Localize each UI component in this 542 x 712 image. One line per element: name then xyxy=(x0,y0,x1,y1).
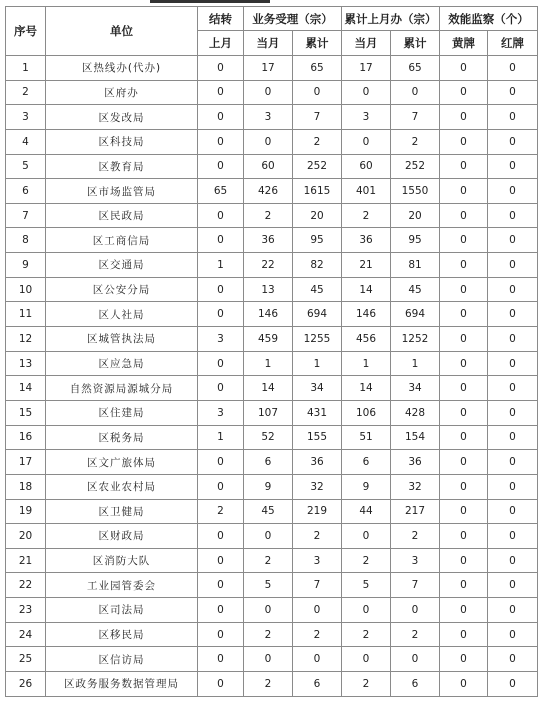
cell-unit: 区科技局 xyxy=(46,129,198,154)
table-row xyxy=(6,474,538,499)
cell-yellow-card: 0 xyxy=(440,277,488,302)
cell-red-card: 0 xyxy=(488,400,538,425)
cell-this-month-2: 6 xyxy=(342,450,391,475)
cell-yellow-card: 0 xyxy=(440,499,488,524)
table-row xyxy=(6,672,538,697)
cell-cumulative-2: 81 xyxy=(391,253,440,278)
cell-this-month-2: 44 xyxy=(342,499,391,524)
cell-yellow-card: 0 xyxy=(440,203,488,228)
cell-carryover: 65 xyxy=(198,179,244,204)
cell-this-month: 5 xyxy=(244,573,293,598)
cell-cumulative: 6 xyxy=(293,672,342,697)
cell-this-month-2: 9 xyxy=(342,474,391,499)
cell-carryover: 3 xyxy=(198,327,244,352)
cell-seq: 8 xyxy=(6,228,46,253)
cell-seq: 14 xyxy=(6,376,46,401)
cell-unit: 区热线办(代办) xyxy=(46,56,198,81)
cell-cumulative: 36 xyxy=(293,450,342,475)
cell-red-card: 0 xyxy=(488,129,538,154)
cell-this-month-2: 1 xyxy=(342,351,391,376)
cell-this-month-2: 2 xyxy=(342,203,391,228)
cell-seq: 6 xyxy=(6,179,46,204)
cell-cumulative: 219 xyxy=(293,499,342,524)
cell-cumulative: 32 xyxy=(293,474,342,499)
subheader-red-card: 红牌 xyxy=(488,31,538,56)
cell-red-card: 0 xyxy=(488,228,538,253)
cell-unit: 区信访局 xyxy=(46,647,198,672)
table-row xyxy=(6,56,538,81)
cell-this-month: 45 xyxy=(244,499,293,524)
cell-cumulative: 252 xyxy=(293,154,342,179)
cell-unit: 区财政局 xyxy=(46,524,198,549)
cell-this-month-2: 0 xyxy=(342,129,391,154)
cell-unit: 区税务局 xyxy=(46,425,198,450)
cell-this-month: 6 xyxy=(244,450,293,475)
cell-cumulative-2: 3 xyxy=(391,548,440,573)
table-row xyxy=(6,573,538,598)
cell-yellow-card: 0 xyxy=(440,672,488,697)
cell-carryover: 0 xyxy=(198,548,244,573)
cell-this-month: 9 xyxy=(244,474,293,499)
cell-this-month-2: 17 xyxy=(342,56,391,81)
cell-this-month: 2 xyxy=(244,672,293,697)
cell-cumulative-2: 7 xyxy=(391,105,440,130)
cell-this-month-2: 2 xyxy=(342,548,391,573)
cell-this-month: 2 xyxy=(244,622,293,647)
table-row xyxy=(6,80,538,105)
cell-cumulative: 3 xyxy=(293,548,342,573)
cell-red-card: 0 xyxy=(488,672,538,697)
cell-this-month: 107 xyxy=(244,400,293,425)
cell-cumulative: 0 xyxy=(293,647,342,672)
cell-yellow-card: 0 xyxy=(440,80,488,105)
header-unit: 单位 xyxy=(46,7,198,56)
subheader-cumulative: 累计 xyxy=(293,31,342,56)
cell-red-card: 0 xyxy=(488,179,538,204)
cell-this-month-2: 14 xyxy=(342,376,391,401)
cell-cumulative-2: 694 xyxy=(391,302,440,327)
cell-this-month-2: 106 xyxy=(342,400,391,425)
cell-seq: 21 xyxy=(6,548,46,573)
cell-this-month-2: 3 xyxy=(342,105,391,130)
cell-seq: 16 xyxy=(6,425,46,450)
cell-cumulative: 2 xyxy=(293,524,342,549)
header-cumulative-prev: 累计上月办（宗） xyxy=(342,7,440,31)
cell-yellow-card: 0 xyxy=(440,400,488,425)
cell-this-month-2: 0 xyxy=(342,524,391,549)
cell-unit: 工业园管委会 xyxy=(46,573,198,598)
cell-carryover: 1 xyxy=(198,425,244,450)
cell-seq: 26 xyxy=(6,672,46,697)
cell-cumulative: 0 xyxy=(293,80,342,105)
cell-yellow-card: 0 xyxy=(440,376,488,401)
cell-cumulative: 694 xyxy=(293,302,342,327)
table-row xyxy=(6,548,538,573)
cell-unit: 区应急局 xyxy=(46,351,198,376)
cell-carryover: 0 xyxy=(198,277,244,302)
cell-carryover: 0 xyxy=(198,622,244,647)
cell-cumulative: 155 xyxy=(293,425,342,450)
cell-unit: 自然资源局源城分局 xyxy=(46,376,198,401)
cell-this-month: 0 xyxy=(244,129,293,154)
table-row xyxy=(6,499,538,524)
cell-this-month: 17 xyxy=(244,56,293,81)
cell-yellow-card: 0 xyxy=(440,573,488,598)
table-row xyxy=(6,203,538,228)
cell-seq: 15 xyxy=(6,400,46,425)
cell-carryover: 0 xyxy=(198,474,244,499)
cell-cumulative: 95 xyxy=(293,228,342,253)
cell-cumulative: 82 xyxy=(293,253,342,278)
cell-yellow-card: 0 xyxy=(440,450,488,475)
cell-unit: 区司法局 xyxy=(46,598,198,623)
cell-carryover: 0 xyxy=(198,154,244,179)
cell-yellow-card: 0 xyxy=(440,425,488,450)
cell-this-month: 2 xyxy=(244,203,293,228)
cell-red-card: 0 xyxy=(488,450,538,475)
cell-yellow-card: 0 xyxy=(440,302,488,327)
cell-cumulative: 7 xyxy=(293,573,342,598)
cell-cumulative: 1255 xyxy=(293,327,342,352)
cell-seq: 4 xyxy=(6,129,46,154)
cell-this-month: 52 xyxy=(244,425,293,450)
cell-seq: 25 xyxy=(6,647,46,672)
cell-red-card: 0 xyxy=(488,622,538,647)
cell-cumulative-2: 2 xyxy=(391,524,440,549)
cell-this-month: 60 xyxy=(244,154,293,179)
cell-this-month: 0 xyxy=(244,598,293,623)
cell-red-card: 0 xyxy=(488,376,538,401)
table-row xyxy=(6,327,538,352)
table-row xyxy=(6,228,538,253)
table-row xyxy=(6,277,538,302)
cell-unit: 区政务服务数据管理局 xyxy=(46,672,198,697)
cell-this-month-2: 2 xyxy=(342,672,391,697)
cell-cumulative-2: 1 xyxy=(391,351,440,376)
cell-cumulative-2: 7 xyxy=(391,573,440,598)
cell-cumulative-2: 0 xyxy=(391,80,440,105)
cell-red-card: 0 xyxy=(488,277,538,302)
cell-this-month: 2 xyxy=(244,548,293,573)
cell-carryover: 0 xyxy=(198,376,244,401)
cell-carryover: 0 xyxy=(198,450,244,475)
cell-red-card: 0 xyxy=(488,351,538,376)
cell-unit: 区人社局 xyxy=(46,302,198,327)
cell-unit: 区公安分局 xyxy=(46,277,198,302)
cell-cumulative: 20 xyxy=(293,203,342,228)
cell-seq: 5 xyxy=(6,154,46,179)
cell-this-month: 1 xyxy=(244,351,293,376)
cell-carryover: 1 xyxy=(198,253,244,278)
cell-this-month: 13 xyxy=(244,277,293,302)
cell-carryover: 0 xyxy=(198,129,244,154)
cell-yellow-card: 0 xyxy=(440,548,488,573)
cell-cumulative-2: 0 xyxy=(391,598,440,623)
statistics-table xyxy=(5,6,538,697)
cell-cumulative: 65 xyxy=(293,56,342,81)
cell-unit: 区民政局 xyxy=(46,203,198,228)
cell-cumulative: 1615 xyxy=(293,179,342,204)
header-carryover: 结转 xyxy=(198,7,244,31)
table-row xyxy=(6,154,538,179)
subheader-prev-month: 上月 xyxy=(198,31,244,56)
cell-unit: 区市场监管局 xyxy=(46,179,198,204)
subheader-this-month-2: 当月 xyxy=(342,31,391,56)
cell-this-month-2: 0 xyxy=(342,80,391,105)
cell-this-month-2: 401 xyxy=(342,179,391,204)
subheader-yellow-card: 黄牌 xyxy=(440,31,488,56)
cell-cumulative: 34 xyxy=(293,376,342,401)
cell-this-month: 0 xyxy=(244,647,293,672)
cell-yellow-card: 0 xyxy=(440,228,488,253)
cell-seq: 7 xyxy=(6,203,46,228)
cell-cumulative-2: 1550 xyxy=(391,179,440,204)
table-row xyxy=(6,425,538,450)
cell-seq: 24 xyxy=(6,622,46,647)
table-body xyxy=(6,56,538,697)
cell-yellow-card: 0 xyxy=(440,154,488,179)
cell-carryover: 0 xyxy=(198,647,244,672)
cell-this-month: 14 xyxy=(244,376,293,401)
cell-carryover: 0 xyxy=(198,80,244,105)
cell-red-card: 0 xyxy=(488,154,538,179)
cell-this-month-2: 2 xyxy=(342,622,391,647)
table-row xyxy=(6,450,538,475)
cell-cumulative-2: 0 xyxy=(391,647,440,672)
cell-cumulative-2: 2 xyxy=(391,622,440,647)
cell-seq: 11 xyxy=(6,302,46,327)
cell-this-month-2: 14 xyxy=(342,277,391,302)
cell-yellow-card: 0 xyxy=(440,327,488,352)
cell-cumulative: 7 xyxy=(293,105,342,130)
cell-red-card: 0 xyxy=(488,80,538,105)
cell-red-card: 0 xyxy=(488,524,538,549)
cell-carryover: 0 xyxy=(198,598,244,623)
cell-red-card: 0 xyxy=(488,573,538,598)
cell-carryover: 3 xyxy=(198,400,244,425)
table-row xyxy=(6,302,538,327)
cell-cumulative-2: 95 xyxy=(391,228,440,253)
table-row xyxy=(6,376,538,401)
cell-this-month: 426 xyxy=(244,179,293,204)
cell-this-month-2: 146 xyxy=(342,302,391,327)
cell-yellow-card: 0 xyxy=(440,56,488,81)
cell-yellow-card: 0 xyxy=(440,524,488,549)
cell-red-card: 0 xyxy=(488,327,538,352)
cell-unit: 区文广旅体局 xyxy=(46,450,198,475)
cell-this-month-2: 36 xyxy=(342,228,391,253)
cell-this-month-2: 0 xyxy=(342,598,391,623)
cell-seq: 13 xyxy=(6,351,46,376)
cell-unit: 区发改局 xyxy=(46,105,198,130)
table-header xyxy=(6,7,538,56)
cell-this-month: 459 xyxy=(244,327,293,352)
cell-yellow-card: 0 xyxy=(440,474,488,499)
cell-cumulative-2: 20 xyxy=(391,203,440,228)
cell-red-card: 0 xyxy=(488,647,538,672)
cell-seq: 1 xyxy=(6,56,46,81)
cell-red-card: 0 xyxy=(488,203,538,228)
cell-seq: 19 xyxy=(6,499,46,524)
cell-cumulative-2: 45 xyxy=(391,277,440,302)
cell-red-card: 0 xyxy=(488,56,538,81)
cell-cumulative-2: 1252 xyxy=(391,327,440,352)
cell-seq: 17 xyxy=(6,450,46,475)
cell-red-card: 0 xyxy=(488,105,538,130)
cell-seq: 22 xyxy=(6,573,46,598)
cell-red-card: 0 xyxy=(488,548,538,573)
cell-seq: 18 xyxy=(6,474,46,499)
cell-this-month: 0 xyxy=(244,80,293,105)
subheader-this-month: 当月 xyxy=(244,31,293,56)
cell-cumulative: 2 xyxy=(293,129,342,154)
cell-seq: 20 xyxy=(6,524,46,549)
cell-seq: 10 xyxy=(6,277,46,302)
cell-yellow-card: 0 xyxy=(440,351,488,376)
cell-unit: 区消防大队 xyxy=(46,548,198,573)
cell-cumulative-2: 217 xyxy=(391,499,440,524)
cell-red-card: 0 xyxy=(488,499,538,524)
cell-seq: 12 xyxy=(6,327,46,352)
cell-this-month: 146 xyxy=(244,302,293,327)
cell-yellow-card: 0 xyxy=(440,647,488,672)
table-row xyxy=(6,400,538,425)
cell-cumulative-2: 36 xyxy=(391,450,440,475)
cell-yellow-card: 0 xyxy=(440,105,488,130)
table-row xyxy=(6,179,538,204)
cell-yellow-card: 0 xyxy=(440,598,488,623)
cell-this-month: 0 xyxy=(244,524,293,549)
table-row xyxy=(6,105,538,130)
cell-carryover: 0 xyxy=(198,105,244,130)
cell-seq: 2 xyxy=(6,80,46,105)
cell-carryover: 0 xyxy=(198,203,244,228)
cell-cumulative-2: 34 xyxy=(391,376,440,401)
cell-seq: 9 xyxy=(6,253,46,278)
header-business: 业务受理（宗） xyxy=(244,7,342,31)
cell-carryover: 0 xyxy=(198,524,244,549)
cell-unit: 区教育局 xyxy=(46,154,198,179)
cell-carryover: 0 xyxy=(198,672,244,697)
cell-this-month-2: 0 xyxy=(342,647,391,672)
cell-this-month: 22 xyxy=(244,253,293,278)
cell-unit: 区移民局 xyxy=(46,622,198,647)
cell-this-month-2: 456 xyxy=(342,327,391,352)
cell-cumulative: 431 xyxy=(293,400,342,425)
cell-unit: 区工商信局 xyxy=(46,228,198,253)
cell-cumulative-2: 252 xyxy=(391,154,440,179)
table-row xyxy=(6,524,538,549)
cell-unit: 区府办 xyxy=(46,80,198,105)
cell-carryover: 0 xyxy=(198,351,244,376)
cell-carryover: 0 xyxy=(198,56,244,81)
header-efficiency: 效能监察（个） xyxy=(440,7,538,31)
cell-carryover: 0 xyxy=(198,573,244,598)
cell-yellow-card: 0 xyxy=(440,179,488,204)
cell-this-month: 36 xyxy=(244,228,293,253)
cell-this-month-2: 5 xyxy=(342,573,391,598)
cell-carryover: 0 xyxy=(198,302,244,327)
cell-yellow-card: 0 xyxy=(440,129,488,154)
header-seq: 序号 xyxy=(6,7,46,56)
table-row xyxy=(6,622,538,647)
table-row xyxy=(6,598,538,623)
cell-this-month-2: 51 xyxy=(342,425,391,450)
cell-cumulative: 2 xyxy=(293,622,342,647)
cell-unit: 区住建局 xyxy=(46,400,198,425)
cell-red-card: 0 xyxy=(488,598,538,623)
cell-seq: 3 xyxy=(6,105,46,130)
cell-red-card: 0 xyxy=(488,302,538,327)
cell-carryover: 0 xyxy=(198,228,244,253)
cell-yellow-card: 0 xyxy=(440,253,488,278)
cell-cumulative: 45 xyxy=(293,277,342,302)
cell-carryover: 2 xyxy=(198,499,244,524)
cell-cumulative: 1 xyxy=(293,351,342,376)
table-row xyxy=(6,351,538,376)
cell-cumulative-2: 65 xyxy=(391,56,440,81)
table-row xyxy=(6,253,538,278)
subheader-cumulative-2: 累计 xyxy=(391,31,440,56)
cell-this-month: 3 xyxy=(244,105,293,130)
cell-yellow-card: 0 xyxy=(440,622,488,647)
cell-cumulative-2: 428 xyxy=(391,400,440,425)
cell-cumulative-2: 32 xyxy=(391,474,440,499)
cell-unit: 区农业农村局 xyxy=(46,474,198,499)
cell-red-card: 0 xyxy=(488,253,538,278)
cell-unit: 区卫健局 xyxy=(46,499,198,524)
cell-cumulative-2: 154 xyxy=(391,425,440,450)
cell-seq: 23 xyxy=(6,598,46,623)
cell-cumulative-2: 2 xyxy=(391,129,440,154)
cell-red-card: 0 xyxy=(488,474,538,499)
cell-unit: 区城管执法局 xyxy=(46,327,198,352)
cell-cumulative: 0 xyxy=(293,598,342,623)
cell-this-month-2: 60 xyxy=(342,154,391,179)
cell-red-card: 0 xyxy=(488,425,538,450)
cell-unit: 区交通局 xyxy=(46,253,198,278)
table-row xyxy=(6,129,538,154)
cell-this-month-2: 21 xyxy=(342,253,391,278)
cell-cumulative-2: 6 xyxy=(391,672,440,697)
table-row xyxy=(6,647,538,672)
